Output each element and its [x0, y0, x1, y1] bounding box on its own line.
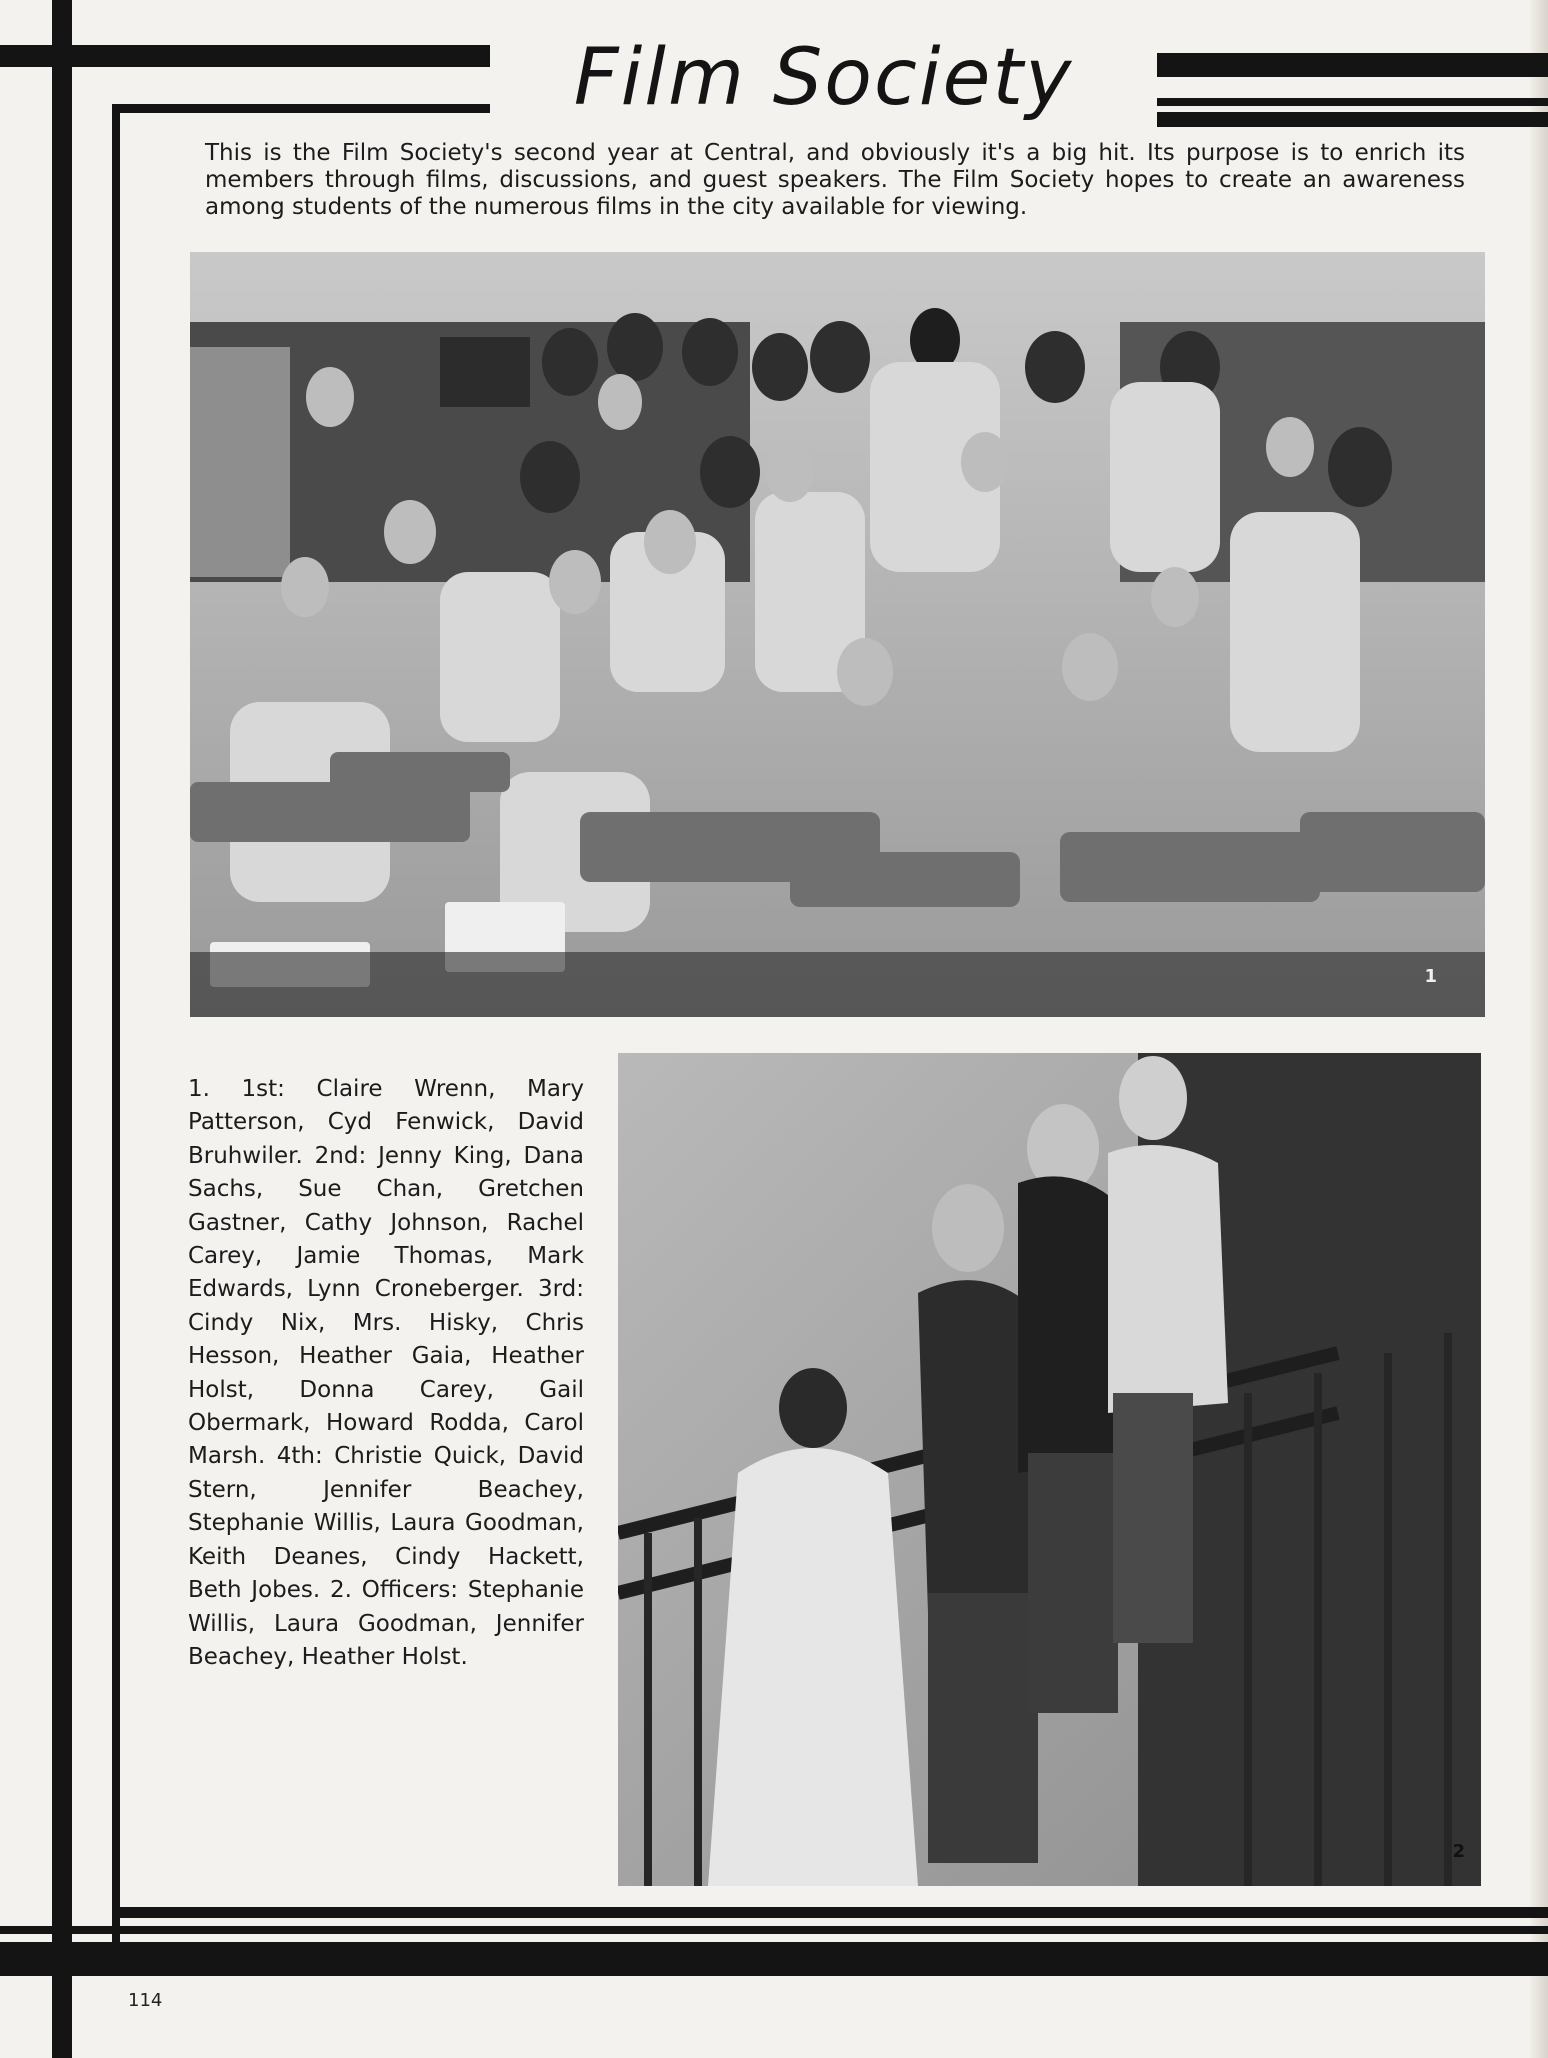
group-photo [190, 252, 1485, 1017]
frame-vertical-bar-inner [112, 108, 120, 1963]
photo-caption: 1. 1st: Claire Wrenn, Mary Patterson, Cyd Fenwick, David Bruhwiler. 2nd: Jenny King, Dana Sachs, Sue Chan, Gretchen Gastner, Cathy Johnson, Rachel Carey, Jamie Thomas, Mark Edwards, Lynn Croneberger. 3rd: Cindy Nix, Mrs. Hisky, Chris Hesson, Heather Gaia, Heather Holst, Donna Carey, Gail Obermark, Howard Rodda, Carol Marsh. 4th: Christie Quick, David Stern, Jennifer Beachey, Stephanie Willis, Laura Goodman, Keith Deanes, Cindy Hackett, Beth Jobes. 2. Officers: Stephanie Willis, Laura Goodman, Jennifer Beachey, Heather Holst. [188, 1076, 584, 1670]
group-photo-image [190, 252, 1485, 1017]
intro-paragraph: This is the Film Society's second year at Central, and obviously it's a big hit. Its purpose is to enrich its members through films, discussions, and guest speakers. The Film Society hopes to create an awareness among students of the numerous films in the city available for viewing. [205, 140, 1465, 220]
officers-photo-image [618, 1053, 1481, 1886]
frame-top-right-rule [1157, 98, 1548, 106]
frame-top-left-bar [0, 45, 490, 67]
frame-top-right-bar [1157, 53, 1548, 77]
page-number: 114 [128, 1990, 163, 2011]
frame-bottom-thick-bar [0, 1942, 1548, 1976]
officers-photo [618, 1053, 1481, 1886]
frame-top-right-bar-lower [1157, 112, 1548, 127]
page-title: Film Society [573, 33, 1074, 123]
page-edge [1530, 0, 1548, 2058]
frame-vertical-bar-outer [52, 0, 72, 2058]
photo-number: 1 [1424, 966, 1437, 987]
frame-bottom-rule [112, 1907, 1548, 1918]
frame-bottom-thin-bar [0, 1926, 1548, 1934]
photo-number: 2 [1452, 1841, 1465, 1862]
frame-top-left-rule [112, 104, 490, 113]
